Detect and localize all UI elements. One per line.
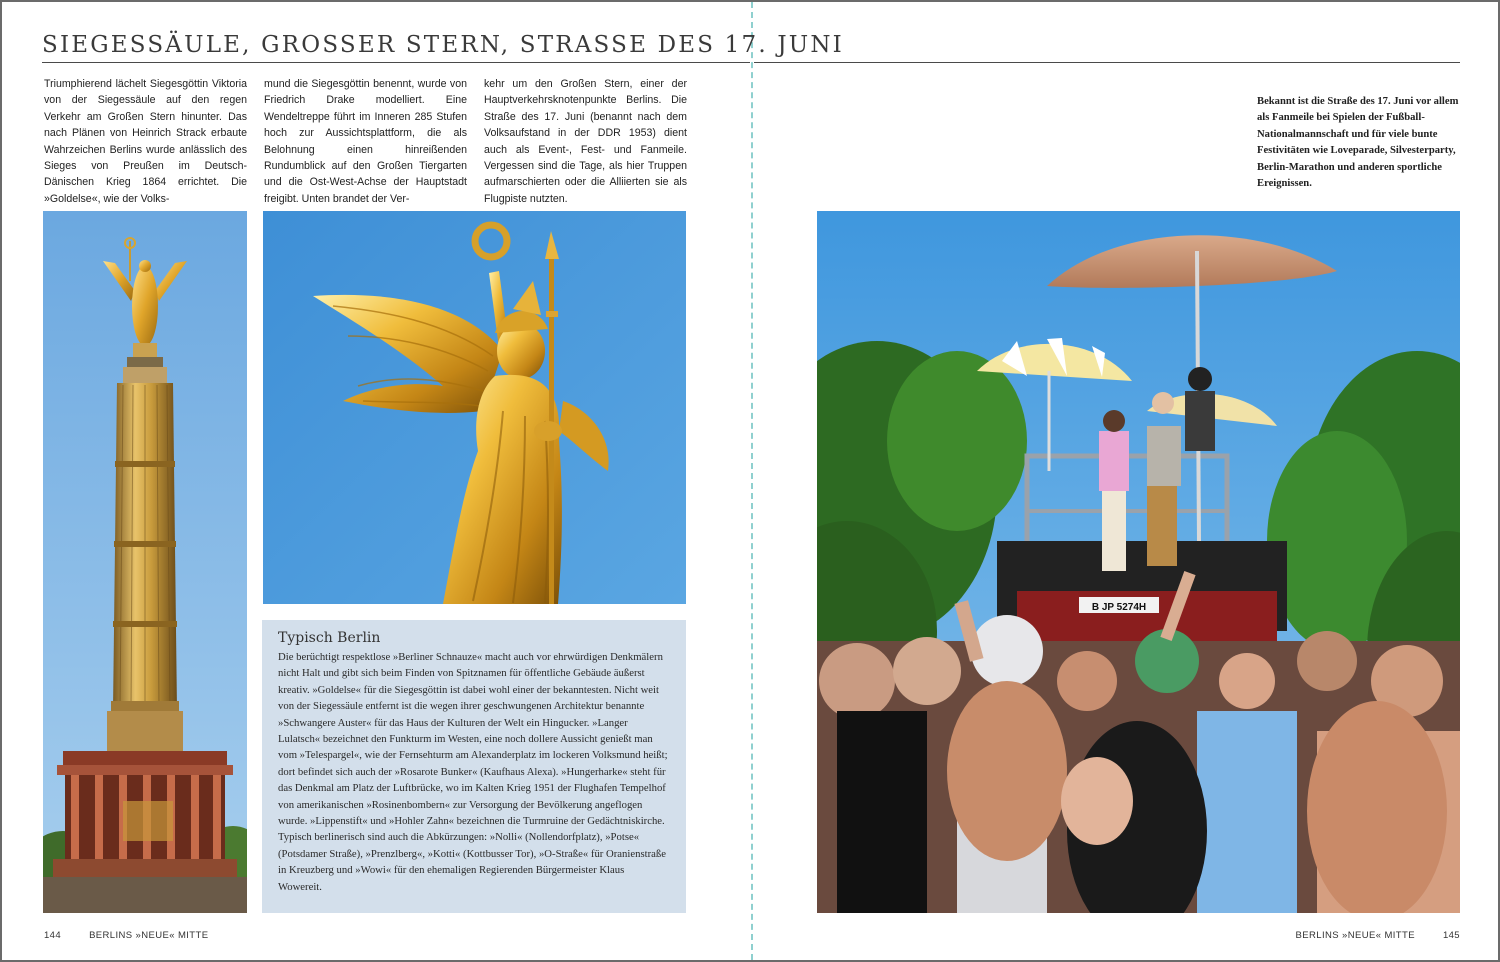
info-box-typisch-berlin (262, 620, 686, 913)
fan-mile-party-photo (817, 211, 1460, 913)
golden-victoria-photo (263, 211, 686, 604)
title-rule-left (42, 62, 750, 63)
info-box-body: Die berüchtigt respektlose »Berliner Schnauze« macht auch vor ehrwürdigen Denkmälern nicht Halt und gibt sich beim Finden von Spitznamen für öffentliche Gebäude äußerst kreativ. »Goldelse« für die Siegesgöttin ist dabei wohl einer der bekanntesten. Nicht weit von der Siegessäule entfernt ist die wegen ihrer geschwungenen Architektur benannte »Schwangere Auster« für das Haus der Kulturen der Welt ein Hingucker. »Langer Lulatsch« bezeichnet den Funkturm im Westen, eine noch dollere Aussicht genießt man vom »Telespargel«, wie der Fernsehturm am Alexanderplatz im lockeren Volksmund heißt; dort befindet sich auch der »Rosarote Bunker« (Kaufhaus Alexa). »Hungerharke« steht für das Denkmal am Platz der Luftbrücke, wo im Kalten Krieg 1951 der Flughafen Tempelhof von amerikanischen »Rosinenbombern« zur Versorgung der Bevölkerung angeflogen wurde. »Lippenstift« und »Hohler Zahn« bezeichnen die Turmruine der Gedächtniskirche. Typisch berlinerisch sind auch die Abkürzungen: »Nolli« (Nollendorfplatz), »Potse« (Potsdamer Straße), »Prenzlberg«, »Kotti« (Kottbusser Tor), »O-Straße« für Oranienstraße in Kreuzberg und »Wowi« für den ehemaligen Regierenden Bürgermeister Klaus Wowereit. (278, 651, 668, 893)
photo-caption: Bekannt ist die Straße des 17. Juni vor allem als Fanmeile bei Spielen der Fußball-Nationalmannschaft und für viele bunte Festivitäten wie Loveparade, Silvesterparty, Berlin-Marathon und anderen sportliche Ereignissen. (1257, 96, 1459, 190)
section-name-left: BERLINS »NEUE« MITTE (89, 930, 209, 941)
intro-column-3: kehr um den Großen Stern, einer der Hauptverkehrsknotenpunkte Berlins. Die Straße des 17. Juni (benannt nach dem Volksaufstand in der DDR 1953) dient auch als Event-, Fest- und Fanmeile. Vergessen sind die Tage, als hier Truppen aufmarschierten oder die Alliierten sie als Flugpiste nutzten. (484, 78, 687, 205)
page-number-left: 144 (44, 930, 62, 941)
title-rule-right (754, 62, 1460, 63)
victory-column-photo (43, 211, 247, 913)
folio-right (1296, 930, 1460, 941)
page-title: SIEGESSÄULE, GROSSER STERN, STRASSE DES 17. JUNI (42, 32, 844, 58)
section-name-right: BERLINS »NEUE« MITTE (1295, 930, 1415, 941)
info-box-title: Typisch Berlin (278, 630, 381, 646)
folio-left (44, 930, 208, 941)
intro-column-2: mund die Siegesgöttin benennt, wurde von Friedrich Drake modelliert. Eine Wendeltreppe führt im Inneren 285 Stufen hoch zur Aussichtsplattform, die als Belohnung einen hinreißenden Rundumblick auf den Großen Tiergarten und die Ost-West-Achse der Hauptstadt freigibt. Unten brandet der Ver- (264, 78, 467, 205)
license-plate-text: B JP 5274H (1091, 602, 1147, 613)
intro-column-1: Triumphierend lächelt Siegesgöttin Viktoria von der Siegessäule auf den regen Verkehr am Großen Stern hinunter. Das nach Plänen von Heinrich Strack erbaute Wahrzeichen Berlins wurde anlässlich des Sieges von Preußen im Deutsch-Dänischen Krieg 1864 errichtet. Die »Goldelse«, wie der Volks- (44, 78, 247, 205)
page-number-right: 145 (1442, 930, 1460, 941)
page-gutter (751, 2, 753, 960)
